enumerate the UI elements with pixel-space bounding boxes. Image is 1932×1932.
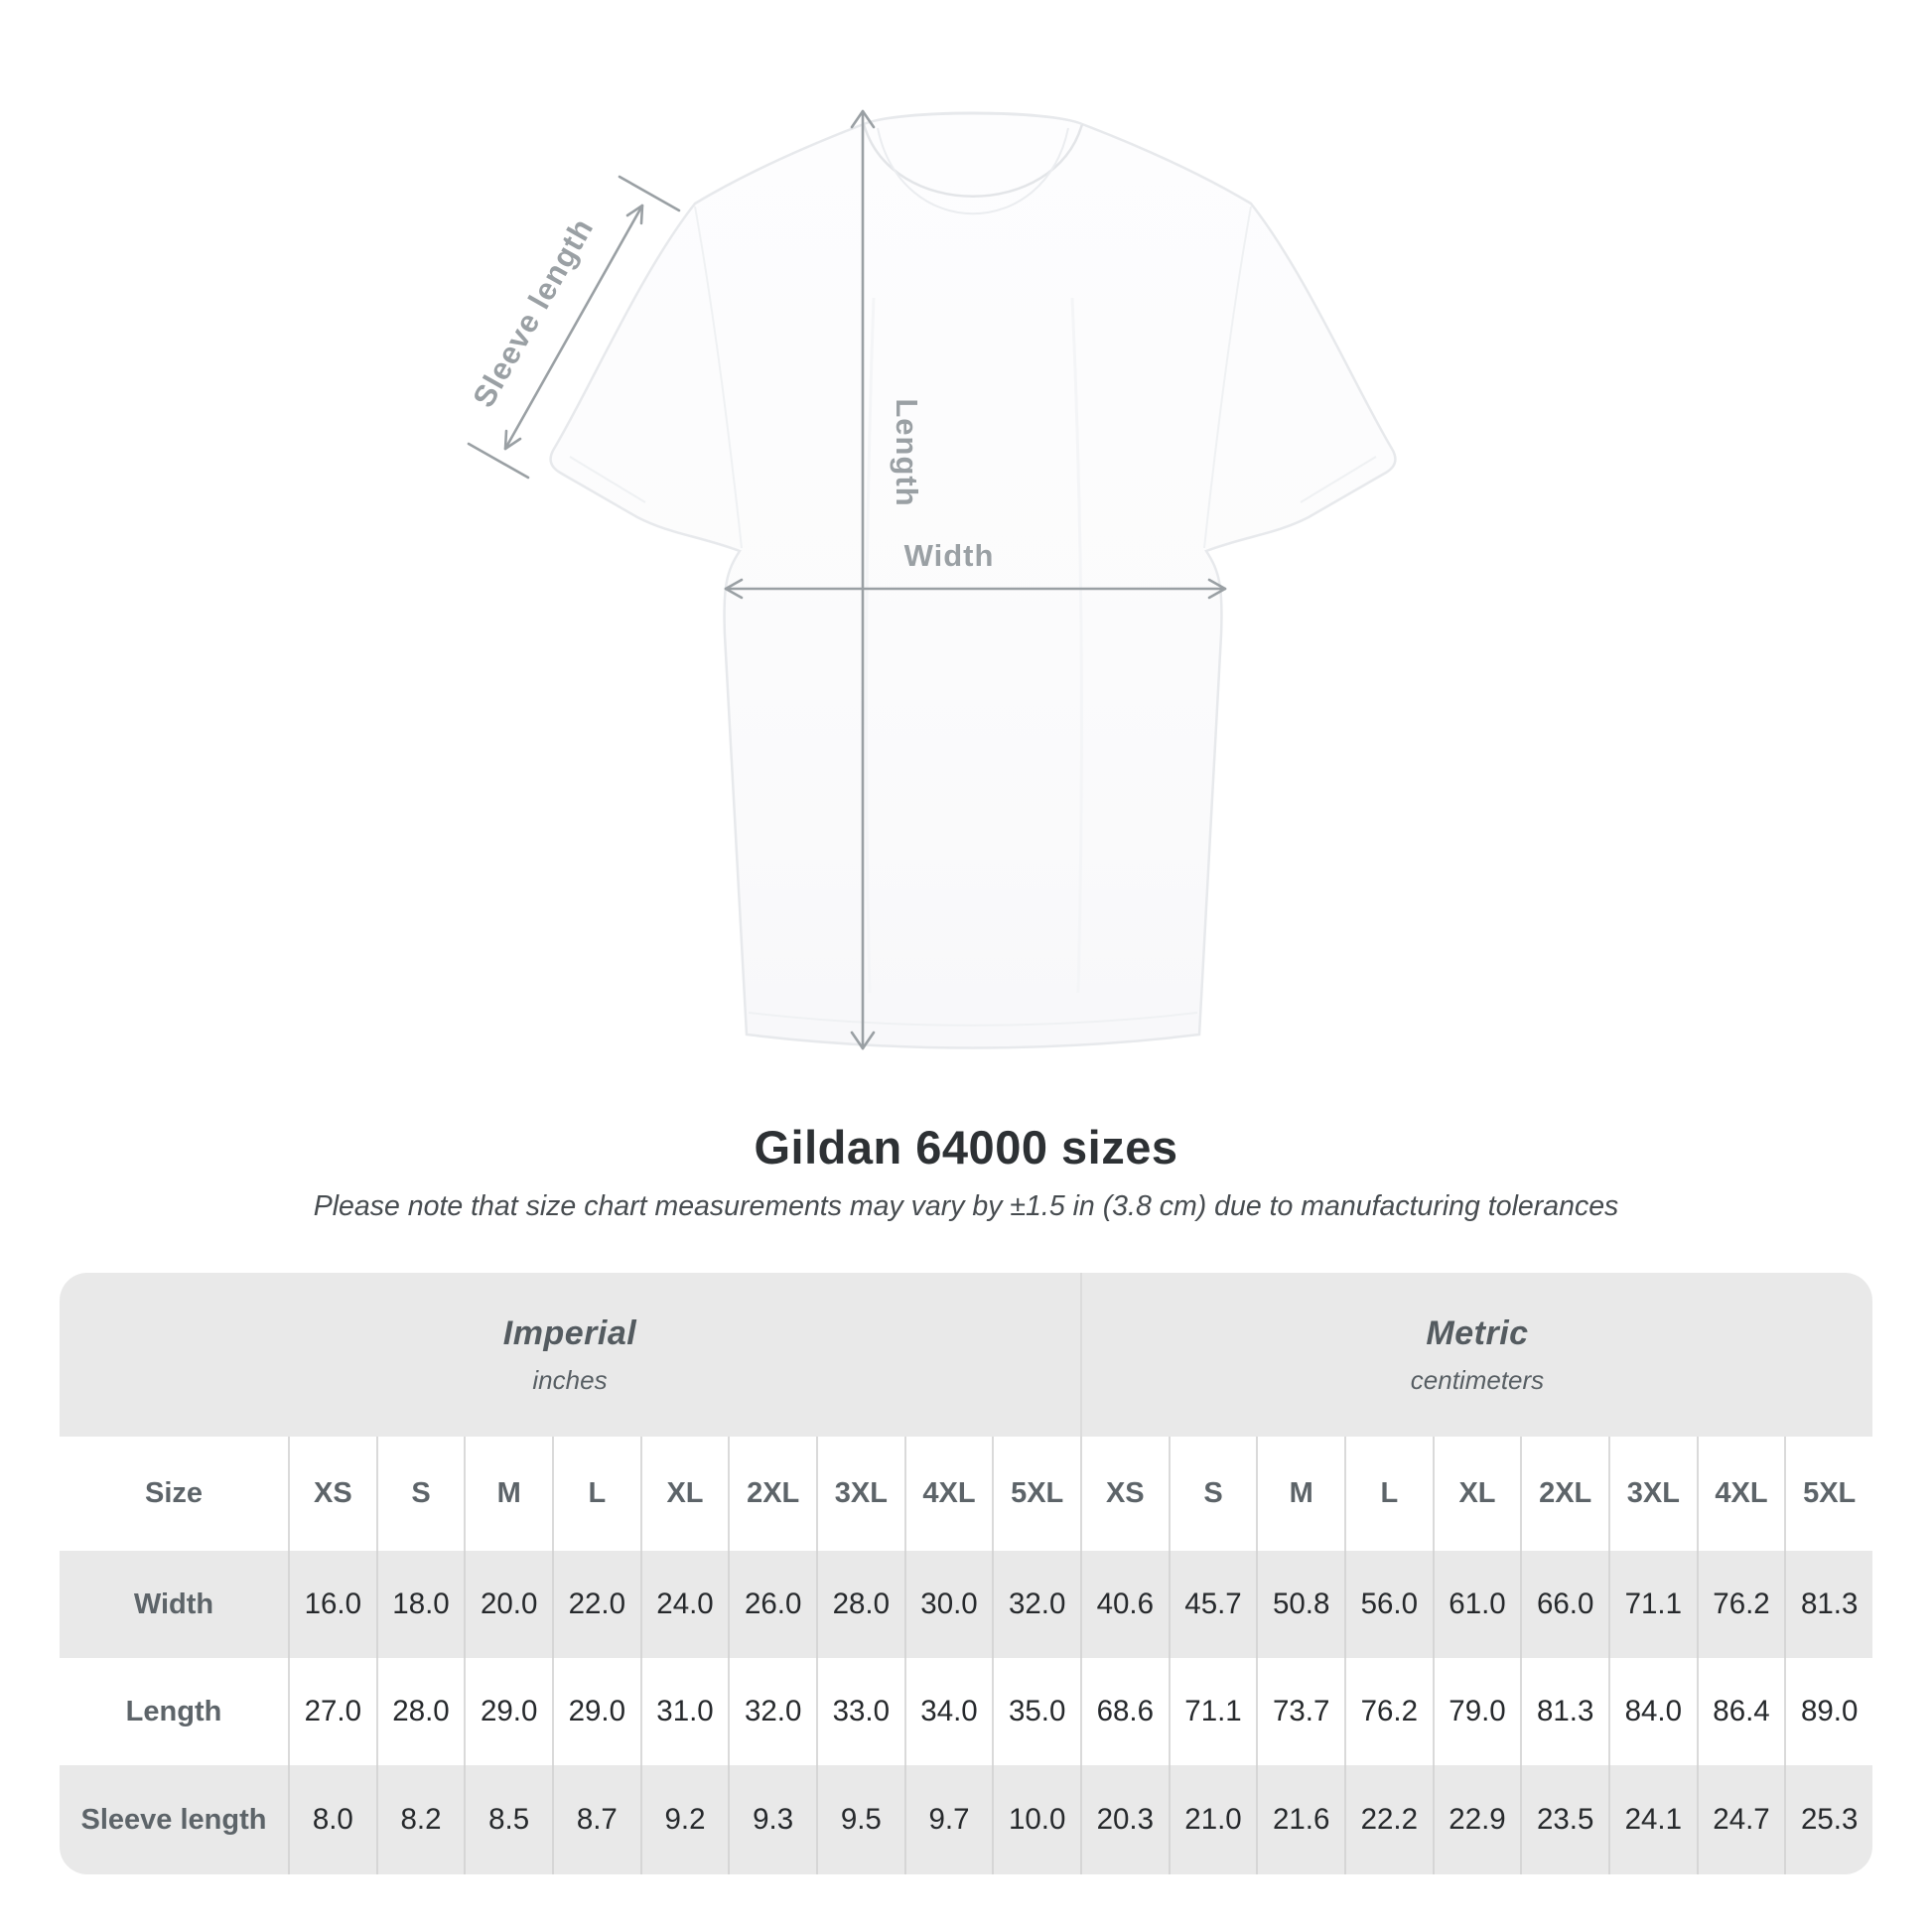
table-cell: 34.0 [904,1658,993,1765]
size-col-header: XS [1080,1437,1169,1551]
size-col-header: M [1256,1437,1344,1551]
table-cell: 24.0 [640,1551,729,1658]
table-cell: 30.0 [904,1551,993,1658]
table-cell: 32.0 [992,1551,1080,1658]
sleeve-length-label: Sleeve length [466,211,601,414]
title-block [0,1120,1932,1223]
size-col-header: L [1344,1437,1433,1551]
width-label: Width [903,538,995,573]
table-cell: 29.0 [464,1658,552,1765]
imperial-header [60,1273,1080,1437]
table-cell: 28.0 [816,1551,904,1658]
table-cell: 22.2 [1344,1765,1433,1874]
table-cell: 16.0 [288,1551,376,1658]
size-table [60,1273,1872,1874]
table-cell: 9.3 [728,1765,816,1874]
table-cell: 20.3 [1080,1765,1169,1874]
table-cell: 35.0 [992,1658,1080,1765]
size-col-header: XL [640,1437,729,1551]
size-col-header: 2XL [728,1437,816,1551]
table-cell: 73.7 [1256,1658,1344,1765]
table-cell: 28.0 [376,1658,465,1765]
table-cell: 22.0 [552,1551,640,1658]
table-cell: 32.0 [728,1658,816,1765]
size-col-header: 2XL [1520,1437,1608,1551]
tolerance-note: Please note that size chart measurements may vary by ±1.5 in (3.8 cm) due to manufacturing tolerances [313,1190,1619,1222]
table-cell: 23.5 [1520,1765,1608,1874]
size-col-header: XL [1433,1437,1521,1551]
table-cell: 10.0 [992,1765,1080,1874]
size-col-header: XS [288,1437,376,1551]
imperial-units: inches [532,1364,608,1395]
size-col-header: S [376,1437,465,1551]
table-cell: 50.8 [1256,1551,1344,1658]
table-cell: 68.6 [1080,1658,1169,1765]
row-label-sleeve-length: Sleeve length [60,1765,288,1874]
table-cell: 8.0 [288,1765,376,1874]
table-cell: 24.1 [1608,1765,1697,1874]
table-cell: 76.2 [1344,1658,1433,1765]
table-cell: 89.0 [1784,1658,1872,1765]
table-cell: 25.3 [1784,1765,1872,1874]
table-cell: 24.7 [1697,1765,1785,1874]
table-cell: 9.2 [640,1765,729,1874]
size-col-header: 3XL [1608,1437,1697,1551]
length-label: Length [890,398,924,507]
table-cell: 61.0 [1433,1551,1521,1658]
table-cell: 8.2 [376,1765,465,1874]
table-cell: 8.7 [552,1765,640,1874]
table-cell: 79.0 [1433,1658,1521,1765]
table-cell: 21.6 [1256,1765,1344,1874]
table-cell: 29.0 [552,1658,640,1765]
table-cell: 22.9 [1433,1765,1521,1874]
size-col-header: 4XL [1697,1437,1785,1551]
metric-units: centimeters [1410,1364,1545,1395]
table-cell: 40.6 [1080,1551,1169,1658]
table-cell: 21.0 [1169,1765,1257,1874]
table-cell: 20.0 [464,1551,552,1658]
table-cell: 84.0 [1608,1658,1697,1765]
table-cell: 9.5 [816,1765,904,1874]
page-title: Gildan 64000 sizes [754,1121,1178,1173]
table-cell: 71.1 [1608,1551,1697,1658]
table-cell: 33.0 [816,1658,904,1765]
table-cell: 56.0 [1344,1551,1433,1658]
table-cell: 71.1 [1169,1658,1257,1765]
size-col-header: 5XL [1784,1437,1872,1551]
size-col-header: L [552,1437,640,1551]
size-col-header: S [1169,1437,1257,1551]
table-cell: 18.0 [376,1551,465,1658]
table-cell: 8.5 [464,1765,552,1874]
table-cell: 26.0 [728,1551,816,1658]
table-cell: 45.7 [1169,1551,1257,1658]
table-cell: 81.3 [1520,1658,1608,1765]
size-col-header: 3XL [816,1437,904,1551]
size-header-label: Size [60,1437,288,1551]
table-cell: 27.0 [288,1658,376,1765]
size-col-header: 5XL [992,1437,1080,1551]
table-cell: 9.7 [904,1765,993,1874]
table-cell: 76.2 [1697,1551,1785,1658]
table-cell: 66.0 [1520,1551,1608,1658]
row-label-length: Length [60,1658,288,1765]
row-label-width: Width [60,1551,288,1658]
table-cell: 81.3 [1784,1551,1872,1658]
imperial-label: Imperial [502,1313,637,1352]
metric-label: Metric [1426,1313,1529,1352]
tshirt-image [551,113,1396,1048]
table-cell: 86.4 [1697,1658,1785,1765]
table-cell: 31.0 [640,1658,729,1765]
size-col-header: 4XL [904,1437,993,1551]
metric-header [1080,1273,1872,1437]
size-col-header: M [464,1437,552,1551]
